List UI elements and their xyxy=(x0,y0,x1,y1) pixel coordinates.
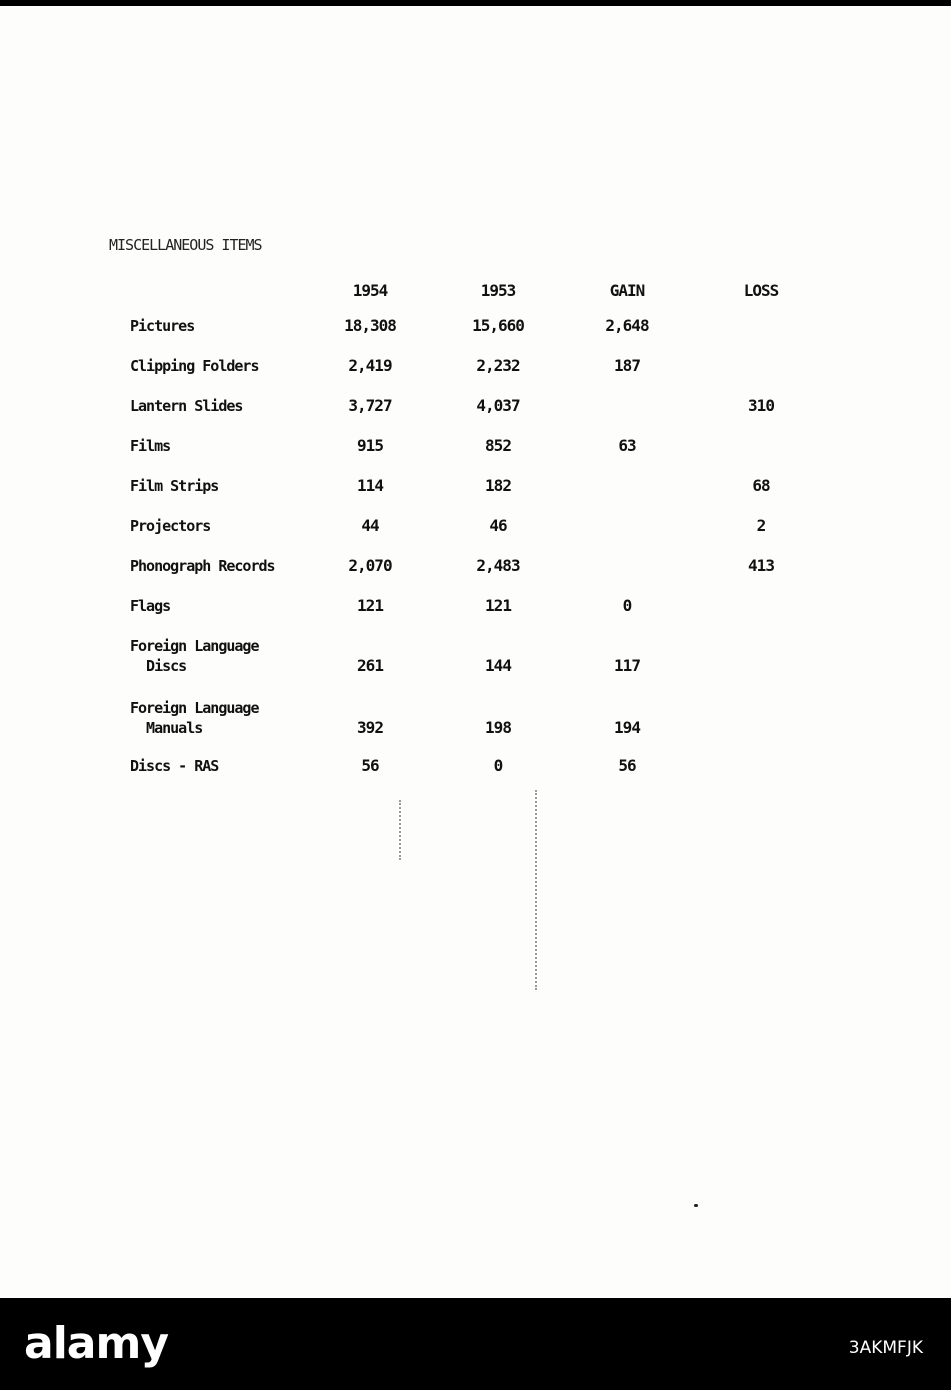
cell-loss: 68 xyxy=(752,476,770,495)
cell-loss: 310 xyxy=(748,396,774,415)
cell-1954: 114 xyxy=(357,476,383,495)
cell-1953: 2,232 xyxy=(476,356,520,375)
cell-1953: 46 xyxy=(489,516,507,535)
cell-1954: 392 xyxy=(357,718,383,737)
cell-1954: 56 xyxy=(361,756,379,775)
cell-1953: 0 xyxy=(493,756,503,775)
image-code: 3AKMFJK xyxy=(848,1338,923,1358)
cell-gain: 187 xyxy=(614,356,640,375)
row-label: Pictures xyxy=(130,317,195,335)
row-label: Projectors xyxy=(130,517,211,535)
row-label: Film Strips xyxy=(130,477,219,495)
column-header-1954: 1954 xyxy=(352,281,388,300)
row-label: Flags xyxy=(130,597,171,615)
cell-1954: 2,419 xyxy=(348,356,392,375)
cell-1953: 182 xyxy=(485,476,511,495)
cell-1954: 44 xyxy=(361,516,379,535)
cell-1954: 2,070 xyxy=(348,556,392,575)
cell-1954: 18,308 xyxy=(344,316,396,335)
row-label: Films xyxy=(130,437,171,455)
cell-1953: 198 xyxy=(485,718,511,737)
row-label: Foreign Language Manuals xyxy=(130,699,259,737)
cell-1953: 144 xyxy=(485,656,511,675)
cell-1953: 4,037 xyxy=(476,396,520,415)
cell-gain: 56 xyxy=(618,756,636,775)
cell-loss: 413 xyxy=(748,556,774,575)
cell-gain: 0 xyxy=(622,596,632,615)
page-heading: MISCELLANEOUS ITEMS xyxy=(109,236,262,254)
cell-1953: 121 xyxy=(485,596,511,615)
cell-1953: 2,483 xyxy=(476,556,520,575)
cell-gain: 63 xyxy=(618,436,636,455)
dotted-guide-line xyxy=(535,790,537,990)
row-label: Discs - RAS xyxy=(130,757,219,775)
row-label: Clipping Folders xyxy=(130,357,259,375)
ink-speck xyxy=(694,1204,698,1207)
cell-1954: 3,727 xyxy=(348,396,392,415)
cell-gain: 194 xyxy=(614,718,640,737)
cell-gain: 2,648 xyxy=(605,316,649,335)
dotted-guide-line xyxy=(399,800,401,860)
column-header-gain: GAIN xyxy=(609,281,645,300)
column-header-1953: 1953 xyxy=(480,281,516,300)
cell-1954: 915 xyxy=(357,436,383,455)
cell-1954: 121 xyxy=(357,596,383,615)
cell-1953: 852 xyxy=(485,436,511,455)
row-label: Foreign Language Discs xyxy=(130,637,259,675)
cell-gain: 117 xyxy=(614,656,640,675)
column-header-loss: LOSS xyxy=(743,281,779,300)
cell-1954: 261 xyxy=(357,656,383,675)
row-label: Phonograph Records xyxy=(130,557,275,575)
cell-loss: 2 xyxy=(756,516,766,535)
alamy-logo: alamy xyxy=(24,1318,168,1369)
cell-1953: 15,660 xyxy=(472,316,524,335)
row-label: Lantern Slides xyxy=(130,397,243,415)
